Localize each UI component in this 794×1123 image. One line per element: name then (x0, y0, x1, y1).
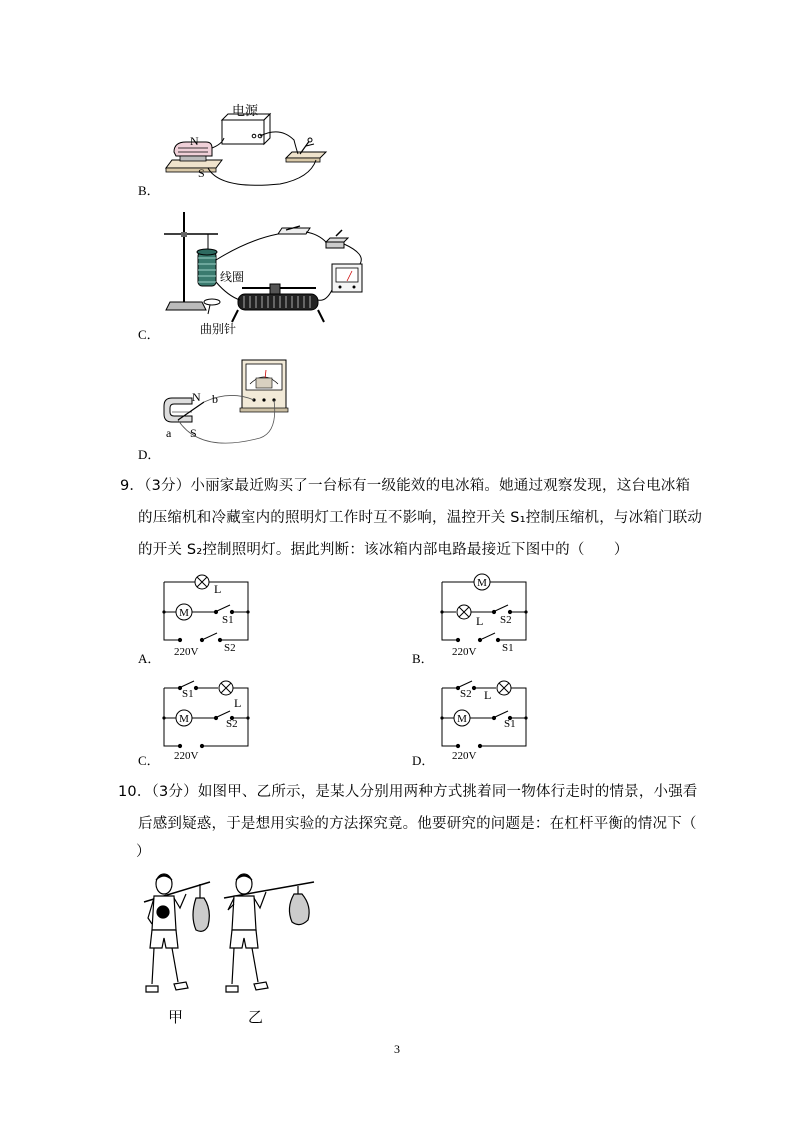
q9d-motor-symbol: M (457, 713, 467, 725)
q9d-voltage-label: 220V (452, 750, 477, 762)
q10-line-3: ） (136, 844, 151, 860)
q10-yi-person-drawing (222, 868, 316, 1002)
q9c-lamp-label: L (234, 696, 242, 710)
q9b-s1-label: S1 (502, 642, 514, 654)
q8-option-d-figure (160, 354, 300, 450)
q8c-coil-label: 线圈 (220, 270, 245, 284)
q9a-lamp-label: L (214, 582, 222, 596)
q8-option-c-figure (160, 206, 372, 334)
q8-option-b-letter: B． (138, 183, 160, 198)
q8-option-d-letter: D． (138, 447, 161, 462)
q8c-paperclip-label: 曲别针 (200, 322, 237, 336)
q8-option-b-figure (160, 96, 330, 196)
q9a-s2-label: S2 (224, 642, 236, 654)
q10-label-yi: 乙 (248, 1008, 264, 1026)
q9d-lamp-label: L (484, 688, 492, 702)
q9c-motor-symbol: M (179, 713, 189, 725)
q9a-voltage-label: 220V (174, 646, 199, 658)
q10-line-2: 后感到疑惑，于是想用实验的方法探究竟。他要研究的问题是：在杠杆平衡的情况下（ (138, 816, 697, 832)
q9-line-1: 9．（3分）小丽家最近购买了一台标有一级能效的电冰箱。她通过观察发现，这台电冰箱 (120, 478, 691, 494)
q8d-b-label: b (212, 392, 218, 406)
q9-line-2: 的压缩机和冷藏室内的照明灯工作时互不影响，温控开关 S₁控制压缩机，与冰箱门联动 (138, 510, 703, 526)
q9a-s1-label: S1 (222, 614, 234, 626)
q9b-voltage-label: 220V (452, 646, 477, 658)
q9c-voltage-label: 220V (174, 750, 199, 762)
page-number: 3 (394, 1042, 400, 1056)
q9-option-a-letter: A． (138, 651, 161, 666)
q8c-apparatus-drawing (160, 206, 372, 334)
q9b-s2-label: S2 (500, 614, 512, 626)
q10-jia-person-drawing (138, 868, 212, 1002)
q9-line-3: 的开关 S₂控制照明灯。据此判断：该冰箱内部电路最接近下图中的（ ） (138, 542, 629, 558)
q8b-power-label: 电源 (232, 104, 259, 119)
q10-line-1: 10．（3分）如图甲、乙所示，是某人分别用两种方式挑着同一物体行走时的情景，小强看 (118, 784, 698, 800)
q9-option-d-letter: D． (412, 753, 435, 768)
q9-circuit-b (438, 570, 538, 660)
q8d-n-label: N (192, 390, 201, 404)
q8-option-c-letter: C． (138, 327, 160, 342)
q9-circuit-d (438, 676, 538, 766)
q10-label-jia: 甲 (168, 1008, 184, 1026)
q9-option-b-letter: B． (412, 651, 434, 666)
q10-figure-yi (222, 868, 316, 1002)
q8d-s-label: S (190, 426, 197, 440)
q9a-motor-symbol: M (179, 607, 189, 619)
q9-circuit-c (160, 676, 260, 766)
q9c-s1-label: S1 (182, 688, 194, 700)
q8d-a-label: a (166, 426, 172, 440)
q9d-s1-label: S1 (504, 718, 516, 730)
q9d-s2-label: S2 (460, 688, 472, 700)
q10-figure-jia (138, 868, 212, 1002)
q9b-lamp-label: L (476, 614, 484, 628)
q9b-motor-symbol: M (477, 577, 487, 589)
q9-circuit-a (160, 570, 260, 660)
q8b-n-label: N (190, 134, 199, 148)
q9c-s2-label: S2 (226, 718, 238, 730)
q9-option-c-letter: C． (138, 753, 160, 768)
q8d-apparatus-drawing (160, 354, 300, 450)
q8b-s-label: S (198, 166, 205, 180)
